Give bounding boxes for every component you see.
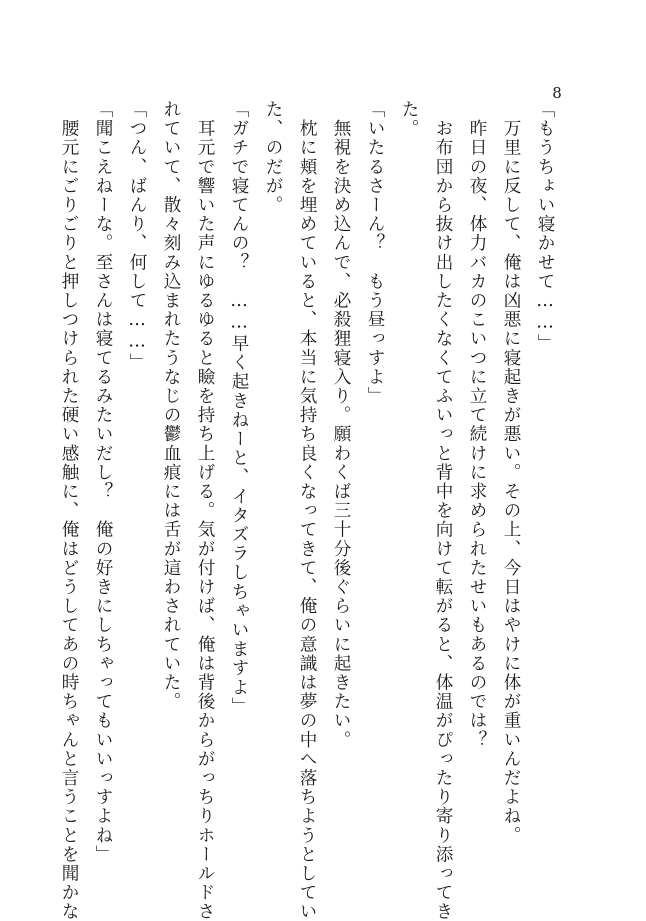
text-line: た。 xyxy=(399,100,419,139)
text-line: 昨日の夜、体力バカのこいつに立て続けに求められたせいもあるのでは？ xyxy=(467,100,487,750)
text-line: た、のだが。 xyxy=(263,100,283,215)
text-line: 「いたるさーん？ もう昼っすよ」 xyxy=(365,100,385,406)
text-line: 無視を決め込んで、必殺狸寝入り。願わくば三十分後ぐらいに起きたい。 xyxy=(331,100,351,750)
text-line: 「つん、ばんり、何して……」 xyxy=(127,100,147,373)
text-line: 「聞こえねーな。至さんは寝てるみたいだし？ 俺の好きにしちゃってもいいっすよね」 xyxy=(93,100,113,864)
text-line: 「ガチで寝てんの？ ……早く起きねーと、イタズラしちゃいますよ」 xyxy=(229,100,249,716)
vertical-text-body xyxy=(59,100,562,921)
page-number: 8 xyxy=(552,84,562,102)
text-line: 腰元にごりごりと押しつけられた硬い感触に、俺はどうしてあの時ちゃんと言うことを聞かな xyxy=(59,100,79,921)
text-line: お布団から抜け出したくなくてふいっと背中を向けて転がると、体温がぴったり寄り添ってき xyxy=(433,100,453,921)
text-line: 枕に頬を埋めていると、本当に気持ち良くなってきて、俺の意識は夢の中へ落ちようとしてい xyxy=(297,100,317,921)
text-line: 万里に反して、俺は凶悪に寝起きが悪い。その上、今日はやけに体が重いんだよね。 xyxy=(501,100,521,845)
text-line: 耳元で響いた声にゆるゆると瞼を持ち上げる。気が付けば、俺は背後からがっちりホールドさ xyxy=(195,100,215,921)
text-line: れていて、散々刻み込まれたうなじの鬱血痕には舌が這わされていた。 xyxy=(161,100,181,712)
text-line: 「もうちょい寝かせて……」 xyxy=(535,100,555,354)
